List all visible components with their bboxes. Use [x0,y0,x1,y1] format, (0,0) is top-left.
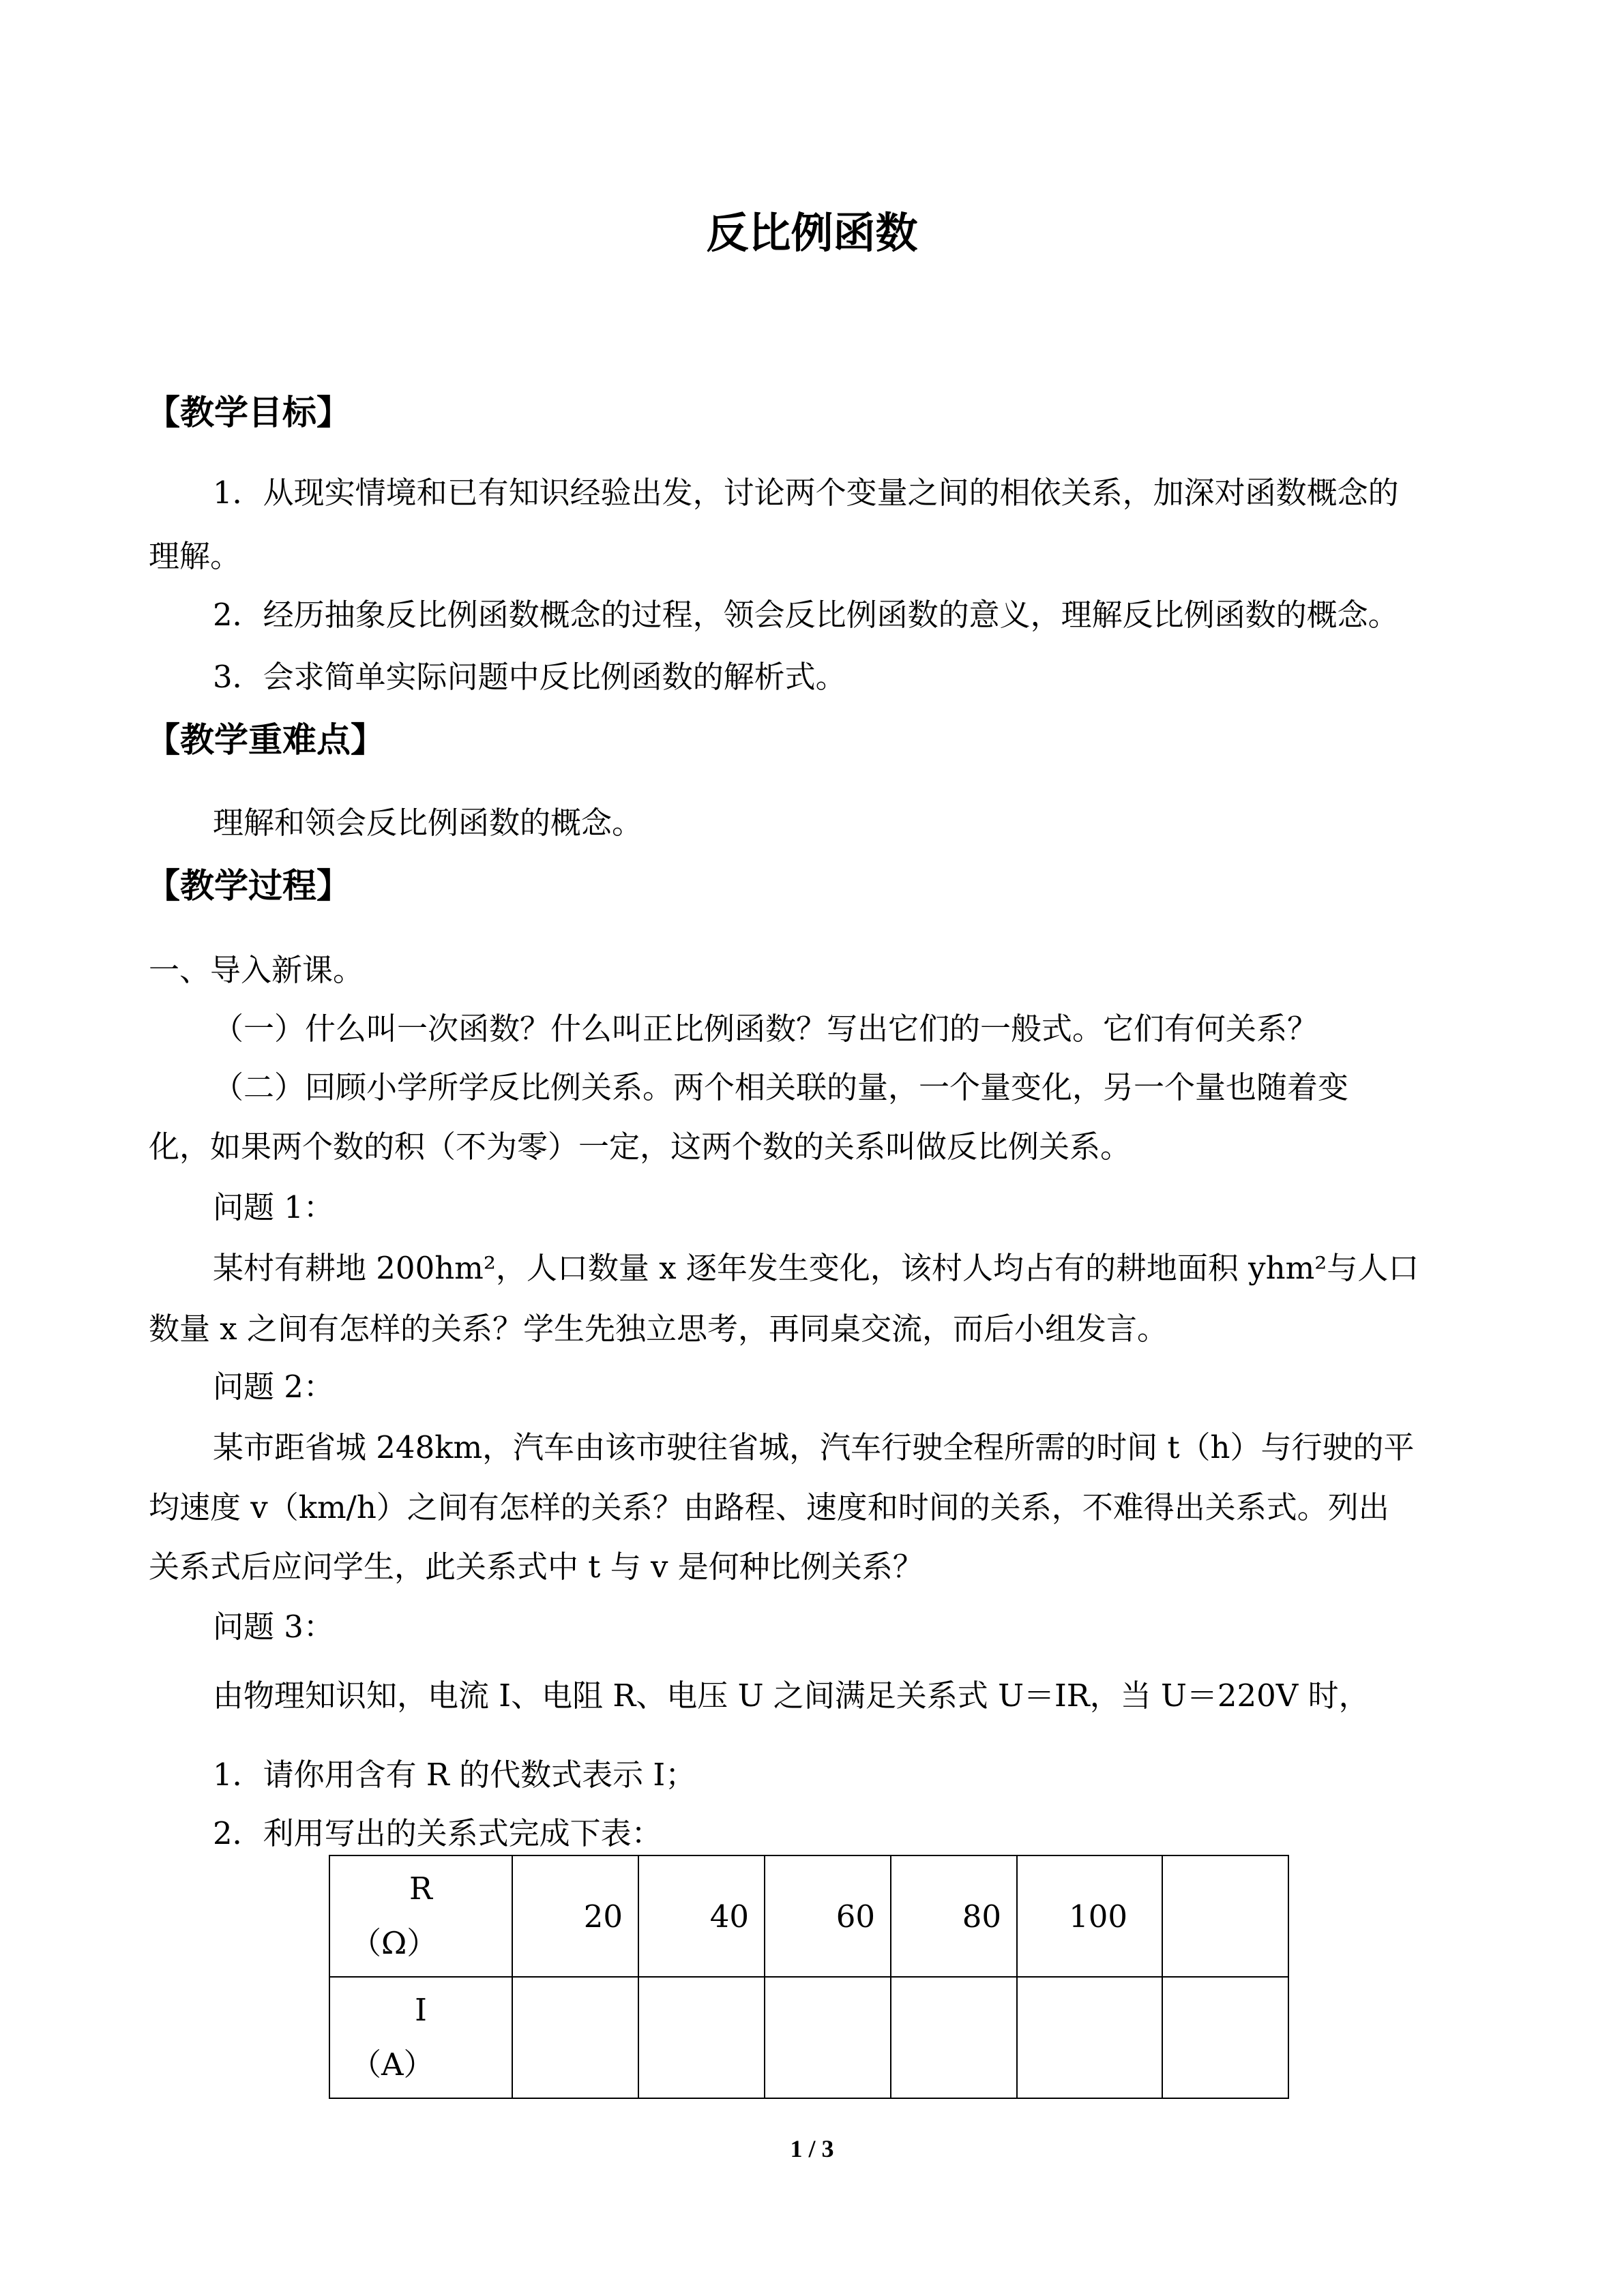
question-2-line-2: 均速度 v（km/h）之间有怎样的关系？由路程、速度和时间的关系，不难得出关系式。列出 [149,1489,1389,1525]
process-paragraph-2-line-2: 化，如果两个数的积（不为零）一定，这两个数的关系叫做反比例关系。 [149,1129,1132,1165]
table-header-i-unit: （A） [351,2046,434,2083]
page-title: 反比例函数 [706,208,918,258]
objective-item-3: 3．会求简单实际问题中反比例函数的解析式。 [213,659,846,695]
table-cell-r-6 [1162,1855,1288,1977]
question-1-line-1: 某村有耕地 200hm²，人口数量 x 逐年发生变化，该村人均占有的耕地面积 yhm²与人口 [213,1250,1419,1286]
table-cell-r-4: 80 [891,1855,1017,1977]
table-header-i-symbol: I [415,1992,427,2028]
process-step-1: 一、导入新课。 [149,952,364,988]
table-cell-i-5 [1017,1977,1162,2098]
process-paragraph-1: （一）什么叫一次函数？什么叫正比例函数？写出它们的一般式。它们有何关系？ [213,1011,1318,1047]
question-1-label: 问题 1： [213,1189,334,1225]
page-number: 1 / 3 [790,2135,834,2162]
table-cell-i-4 [891,1977,1017,2098]
r-i-table [329,1855,1289,2099]
question-3-sub-2: 2．利用写出的关系式完成下表： [213,1815,662,1851]
question-2-label: 问题 2： [213,1369,334,1405]
key-points-heading: 【教学重难点】 [146,720,385,760]
table-cell-r-5: 100 [1017,1855,1162,1977]
table-cell-r-2: 40 [638,1855,765,1977]
table-header-i [329,1977,512,2098]
question-3-line-1: 由物理知识知，电流 I、电阻 R、电压 U 之间满足关系式 U＝IR，当 U＝220V 时， [213,1678,1370,1714]
question-2-line-3: 关系式后应问学生，此关系式中 t 与 v 是何种比例关系？ [149,1549,924,1585]
table-cell-r-3: 60 [765,1855,891,1977]
table-row-r [329,1855,1288,1977]
table-row-i [329,1977,1288,2098]
objective-item-1-line-1: 1．从现实情境和已有知识经验出发，讨论两个变量之间的相依关系，加深对函数概念的 [213,475,1399,511]
process-paragraph-2-line-1: （二）回顾小学所学反比例关系。两个相关联的量，一个量变化，另一个量也随着变 [213,1069,1349,1105]
question-1-line-2: 数量 x 之间有怎样的关系？学生先独立思考，再同桌交流，而后小组发言。 [149,1311,1168,1347]
table-header-r [329,1855,512,1977]
table-cell-i-1 [512,1977,638,2098]
objectives-heading: 【教学目标】 [146,393,351,432]
table-cell-r-1: 20 [512,1855,638,1977]
key-points-text: 理解和领会反比例函数的概念。 [213,805,643,841]
table-cell-i-3 [765,1977,891,2098]
objective-item-1-line-2: 理解。 [149,538,241,574]
table-cell-i-2 [638,1977,765,2098]
question-2-line-1: 某市距省城 248km，汽车由该市驶往省城，汽车行驶全程所需的时间 t（h）与行驶的平 [213,1429,1415,1465]
table-header-r-symbol: R [409,1870,432,1907]
objective-item-2: 2．经历抽象反比例函数概念的过程，领会反比例函数的意义，理解反比例函数的概念。 [213,597,1399,633]
table-header-r-unit: （Ω） [351,1925,438,1961]
question-3-label: 问题 3： [213,1609,334,1645]
process-heading: 【教学过程】 [146,866,351,906]
question-3-sub-1: 1．请你用含有 R 的代数式表示 I； [213,1757,696,1793]
table-cell-i-6 [1162,1977,1288,2098]
